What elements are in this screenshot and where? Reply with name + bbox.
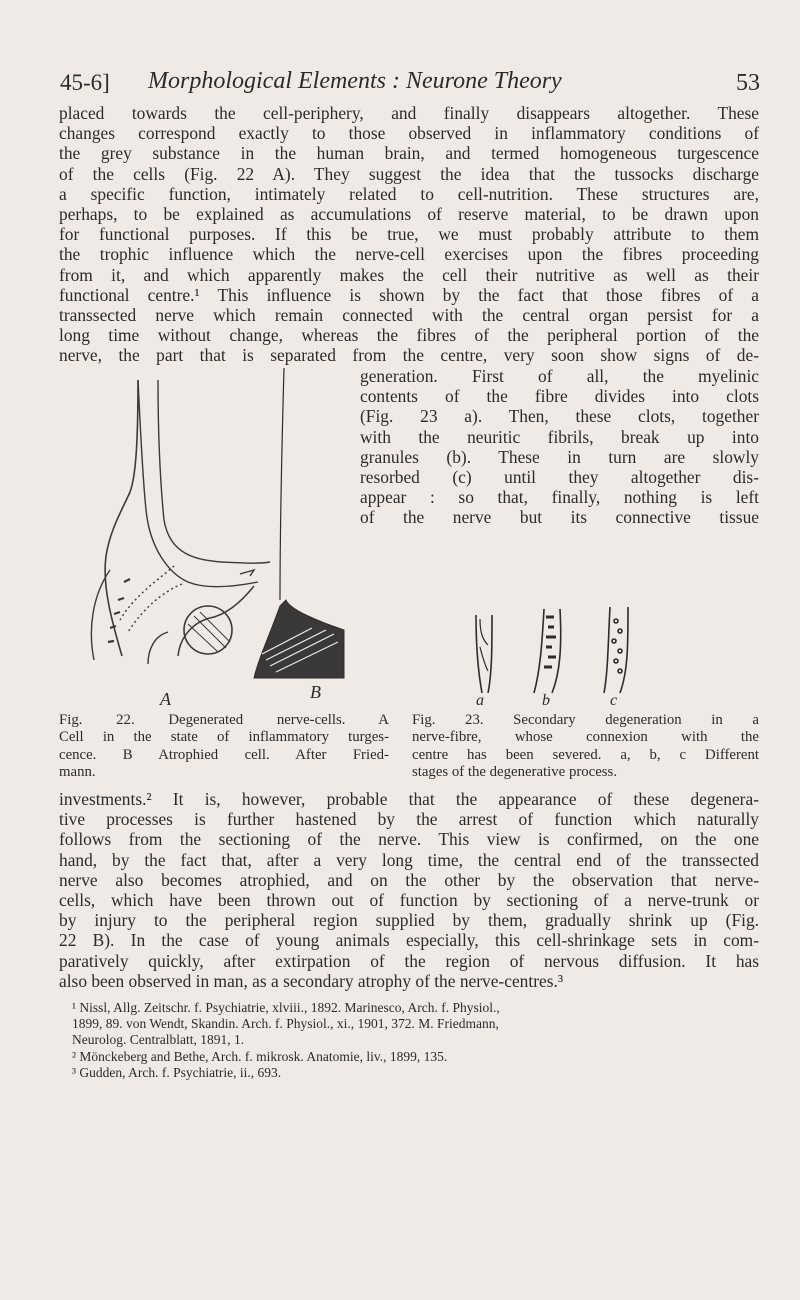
text-line: from it, and which apparently makes the cell their nutritive as well as their bbox=[59, 264, 759, 285]
text-line: of the nerve but its connective tissue bbox=[360, 507, 759, 528]
text-line: appear : so that, finally, nothing is left bbox=[360, 487, 759, 508]
caption-line: stages of the degenerative process. bbox=[412, 764, 618, 781]
caption-line: Cell in the state of inflammatory turges- bbox=[59, 729, 389, 746]
figure-22-caption bbox=[59, 712, 389, 782]
text-line: perhaps, to be explained as accumulations of reserve material, to be drawn upon bbox=[59, 204, 759, 225]
caption-line: Fig. 23. Secondary degeneration in a bbox=[412, 712, 759, 728]
text-line: nerve, the part that is separated from the centre, very soon show signs of de- bbox=[59, 345, 759, 366]
figure-22-label-a: A bbox=[160, 689, 171, 708]
text-line: tive processes is further hastened by the arrest of function which naturally bbox=[59, 809, 759, 830]
text-line: nerve also becomes atrophied, and on the other by the observation that nerve- bbox=[59, 869, 759, 890]
footnote-line: Neurolog. Centralblatt, 1891, 1. bbox=[72, 1032, 245, 1048]
figure-22b-drawing bbox=[254, 368, 344, 678]
text-line: generation. First of all, the myelinic bbox=[360, 366, 759, 386]
text-line: granules (b). These in turn are slowly bbox=[360, 446, 759, 467]
footnote-line: 1899, 89. von Wendt, Skandin. Arch. f. Physiol., xi., 1901, 372. M. Friedmann, bbox=[72, 1016, 499, 1032]
text-line: by injury to the peripheral region supplied by them, gradually shrink up (Fig. bbox=[59, 910, 759, 931]
text-line: the trophic influence which the nerve-cell exercises upon the fibres proceeding bbox=[59, 244, 759, 265]
text-line: transsected nerve which remain connected with the central organ persist for a bbox=[59, 305, 759, 326]
text-line: a specific function, intimately related to cell-nutrition. These structures are, bbox=[59, 183, 759, 204]
figure-23-label-a: a bbox=[476, 692, 484, 705]
text-line: investments.² It is, however, probable that the appearance of these degenera- bbox=[59, 789, 759, 809]
text-line: the grey substance in the human brain, and termed homogeneous turgescence bbox=[59, 143, 759, 164]
figure-22-label-b: B bbox=[310, 682, 321, 702]
section-number: 45-6] bbox=[60, 70, 110, 95]
figure-23-label-b: b bbox=[542, 692, 550, 705]
paragraph-2 bbox=[59, 789, 759, 991]
text-line: resorbed (c) until they altogether dis- bbox=[360, 467, 759, 488]
text-line: placed towards the cell-periphery, and finally disappears altogether. These bbox=[59, 103, 759, 123]
footnote-line: ¹ Nissl, Allg. Zeitschr. f. Psychiatrie, xlviii., 1892. Marinesco, Arch. f. Physiol., bbox=[72, 1000, 500, 1015]
text-line: hand, by the fact that, after a very long time, the central end of the transsected bbox=[59, 849, 759, 870]
footnote-line: ² Mönckeberg and Bethe, Arch. f. mikrosk. Anatomie, liv., 1899, 135. bbox=[72, 1048, 448, 1064]
caption-line: mann. bbox=[59, 764, 96, 781]
figure-23-label-c: c bbox=[610, 692, 618, 705]
page-number: 53 bbox=[736, 70, 760, 96]
text-line: (Fig. 23 a). Then, these clots, together bbox=[360, 406, 759, 427]
text-line: for functional purposes. If this be true, we must probably attribute to them bbox=[59, 224, 759, 245]
paragraph-1-wrap bbox=[360, 366, 759, 528]
figure-22-illustration bbox=[58, 360, 348, 708]
figure-23c-drawing bbox=[604, 607, 628, 693]
caption-line: centre has been severed. a, b, c Different bbox=[412, 746, 759, 763]
caption-line: cence. B Atrophied cell. After Fried- bbox=[59, 746, 389, 763]
text-line: 22 B). In the case of young animals especially, this cell-shrinkage sets in com- bbox=[59, 930, 759, 951]
text-line: of the cells (Fig. 22 A). They suggest the idea that the tussocks discharge bbox=[59, 163, 759, 184]
running-head bbox=[60, 64, 760, 100]
caption-line: Fig. 22. Degenerated nerve-cells. A bbox=[59, 712, 389, 728]
figure-22a-drawing bbox=[91, 380, 270, 664]
text-line: also been observed in man, as a secondary atrophy of the nerve-centres.³ bbox=[59, 970, 564, 991]
running-title: Morphological Elements : Neurone Theory bbox=[148, 68, 562, 94]
figure-23-illustration bbox=[470, 575, 650, 705]
footnotes bbox=[72, 1000, 760, 1081]
text-line: functional centre.¹ This influence is shown by the fact that those fibres of a bbox=[59, 284, 759, 305]
text-line: cells, which have been thrown out of function by sectioning of a nerve-trunk or bbox=[59, 890, 759, 911]
figure-23b-drawing bbox=[534, 609, 561, 693]
text-line: with the neuritic fibrils, break up into bbox=[360, 426, 759, 447]
text-line: paratively quickly, after extirpation of the region of nervous diffusion. It has bbox=[59, 950, 759, 971]
text-line: changes correspond exactly to those observed in inflammatory conditions of bbox=[59, 123, 759, 144]
figure-23-caption bbox=[412, 712, 759, 782]
caption-line: nerve-fibre, whose connexion with the bbox=[412, 729, 759, 746]
figure-23a-drawing bbox=[476, 615, 492, 693]
text-line: follows from the sectioning of the nerve. This view is confirmed, on the one bbox=[59, 829, 759, 850]
text-line: long time without change, whereas the fibres of the peripheral portion of the bbox=[59, 325, 759, 346]
footnote-line: ³ Gudden, Arch. f. Psychiatrie, ii., 693. bbox=[72, 1064, 282, 1080]
text-line: contents of the fibre divides into clots bbox=[360, 386, 759, 407]
paragraph-1 bbox=[59, 103, 759, 366]
